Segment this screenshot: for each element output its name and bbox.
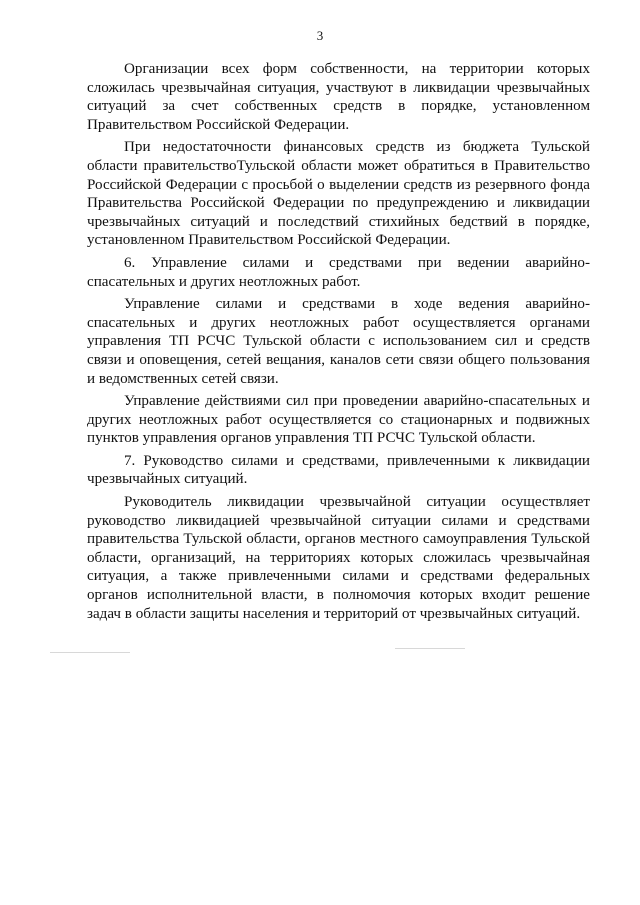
page-number: 3 xyxy=(316,28,324,43)
paragraph-insufficient-funds: При недостаточности финансовых средств из бюджета Тульской области правительствоТульской области может обратиться в Правительство Российской Федерации с просьбой о выделении средств из резервного фонда Правительства Российской Федерации по предупреждению и ликвидации чрезвычайных ситуаций и последствий стихийных бедствий в порядке, установленном Правительством Российской Федерации. xyxy=(87,139,590,249)
section-heading-6: 6. Управление силами и средствами при ведении аварийно-спасательных и других неотложных работ. xyxy=(87,254,590,290)
section-heading-7: 7. Руководство силами и средствами, привлеченными к ликвидации чрезвычайных ситуаций. xyxy=(87,452,590,488)
scan-artifact-line xyxy=(50,652,130,653)
document-body xyxy=(87,60,590,623)
scan-artifact-line xyxy=(395,648,465,649)
paragraph-organizations-funding: Организации всех форм собственности, на территории которых сложилась чрезвычайная ситуация, участвуют в ликвидации чрезвычайных ситуаций за счет собственных средств в порядке, установленном Правительством Российской Федерации. xyxy=(87,61,590,133)
paragraph-liquidation-leader: Руководитель ликвидации чрезвычайной ситуации осуществляет руководство ликвидацией чрезвычайной ситуации силами и средствами правительства Тульской области, органов местного самоуправления Тульской области, организаций, на территориях которых сложилась чрезвычайная ситуация, а также привлеченными силами и средствами федеральных органов исполнительной власти, в полномочия которых входит решение задач в области защиты населения и территорий от чрезвычайных ситуаций. xyxy=(87,494,590,622)
paragraph-forces-management: Управление силами и средствами в ходе ведения аварийно-спасательных и других неотложных работ осуществляется органами управления ТП РСЧС Тульской области с использованием сил и средств связи и оповещения, сетей вещания, каналов сети связи общего пользования и ведомственных сетей связи. xyxy=(87,296,590,387)
paragraph-control-points: Управление действиями сил при проведении аварийно-спасательных и других неотложных работ осуществляется со стационарных и подвижных пунктов управления органов управления ТП РСЧС Тульской области. xyxy=(87,393,590,447)
